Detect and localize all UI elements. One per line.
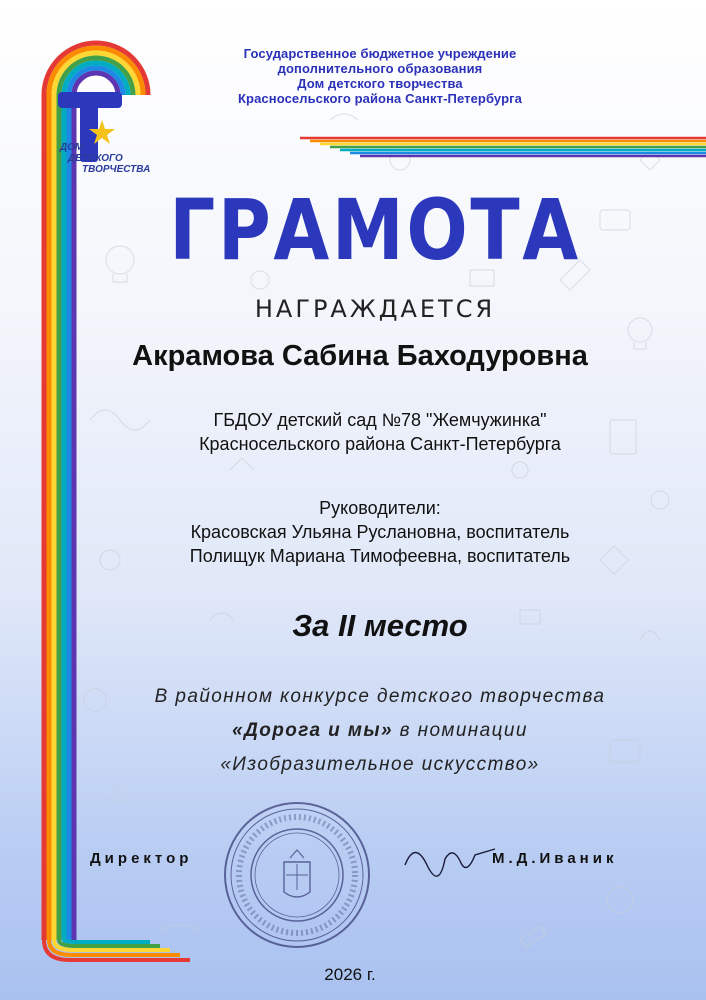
org-line-3: Дом детского творчества bbox=[297, 76, 463, 91]
leader-1: Красовская Ульяна Руслановна, воспитатель bbox=[190, 522, 570, 542]
logo-line-3: ТВОРЧЕСТВА bbox=[82, 164, 151, 175]
official-stamp bbox=[222, 800, 372, 950]
contest-description bbox=[60, 680, 700, 782]
contest-nomination-text: в номинации bbox=[392, 720, 528, 741]
director-name: М.Д.Иваник bbox=[492, 850, 618, 867]
logo-line-1: ДОМ bbox=[60, 142, 84, 153]
place-award: За II место bbox=[292, 608, 468, 643]
director-label: Директор bbox=[90, 850, 193, 867]
leaders-label: Руководители: bbox=[319, 498, 441, 518]
director-signature bbox=[400, 830, 500, 890]
year: 2026 г. bbox=[324, 965, 376, 984]
org-line-1: Государственное бюджетное учреждение bbox=[243, 46, 517, 61]
leaders bbox=[80, 496, 680, 568]
contest-line-2 bbox=[60, 714, 700, 748]
org-line-2: дополнительного образования bbox=[277, 61, 483, 76]
contest-name: «Дорога и мы» bbox=[232, 720, 393, 741]
logo-text bbox=[60, 142, 150, 175]
certificate-title: ГРАМОТА bbox=[169, 181, 581, 279]
recipient-name: Акрамова Сабина Баходуровна bbox=[132, 340, 588, 372]
org-line-4: Красносельского района Санкт-Петербурга bbox=[238, 91, 522, 106]
institution-line-1: ГБДОУ детский сад №78 "Жемчужинка" bbox=[213, 410, 547, 430]
institution bbox=[80, 408, 680, 456]
leader-2: Полищук Мариана Тимофеевна, воспитатель bbox=[189, 546, 571, 566]
contest-line-1: В районном конкурсе детского творчества bbox=[154, 686, 606, 707]
institution-line-2: Красносельского района Санкт-Петербурга bbox=[199, 434, 561, 454]
contest-line-3: «Изобразительное искусство» bbox=[220, 754, 540, 775]
awarded-label: НАГРАЖДАЕТСЯ bbox=[254, 295, 496, 323]
logo-line-2: ДЕТСКОГО bbox=[68, 153, 123, 164]
organization-header bbox=[200, 46, 560, 106]
